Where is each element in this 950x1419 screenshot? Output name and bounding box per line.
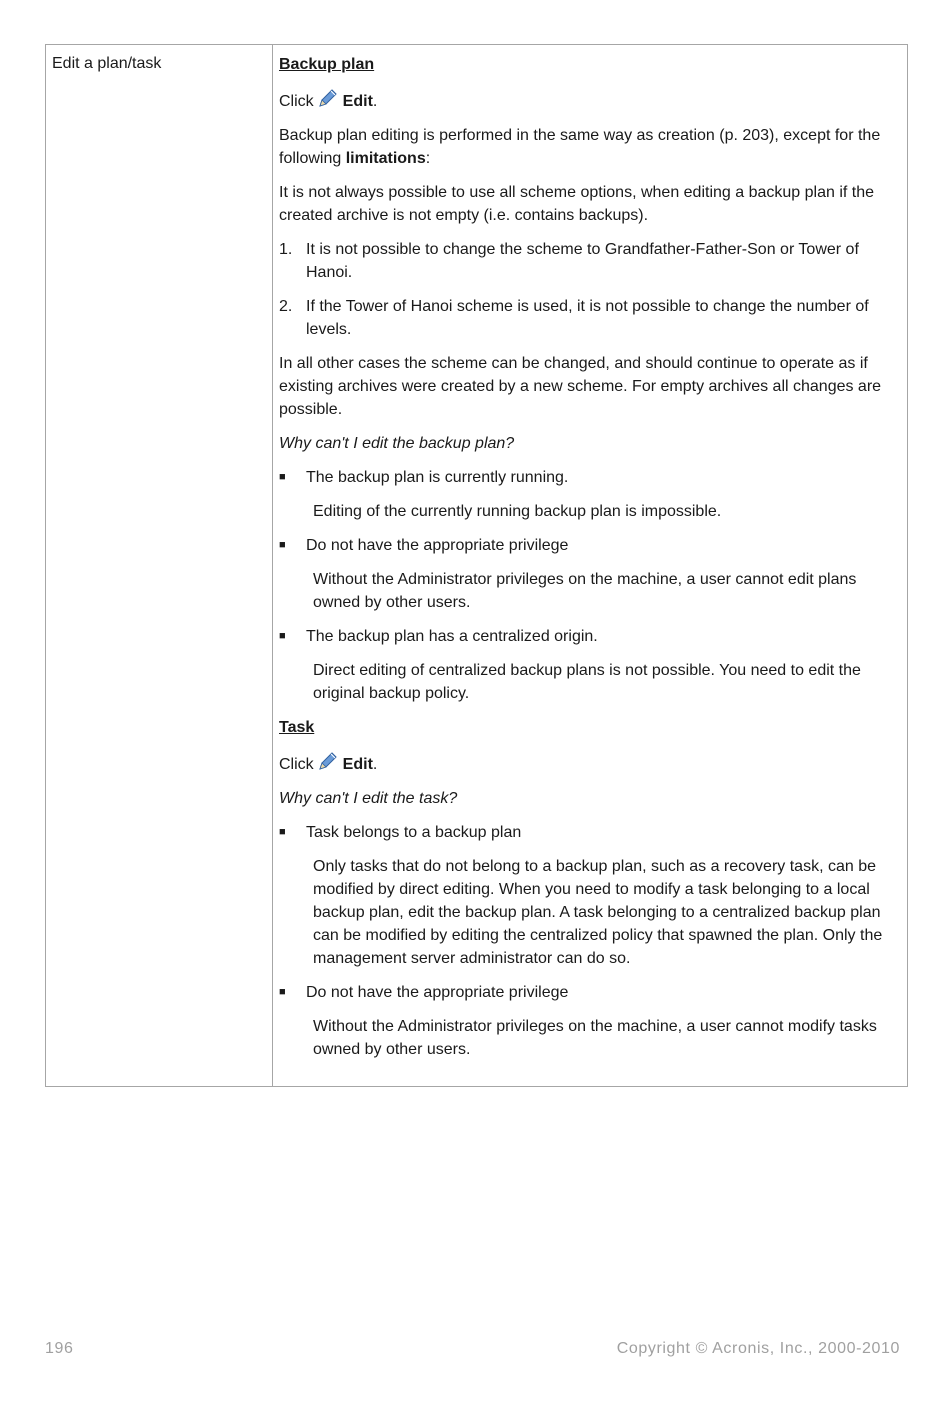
content-table [45,44,908,1087]
bullet-title: The backup plan has a centralized origin. [306,628,598,645]
square-bullet-icon: ■ [279,630,286,642]
square-bullet-icon: ■ [279,471,286,483]
bullet-item [279,821,901,844]
numbered-item [279,238,901,284]
pencil-icon [317,750,339,772]
square-bullet-icon: ■ [279,539,286,551]
backup-plan-click-line: Click Edit. [279,87,901,113]
bullet-description: Only tasks that do not belong to a backup plan, such as a recovery task, can be modified by direct editing. When you need to modify a task belonging to a local backup plan, edit the backup plan. A task belonging to a centralized backup plan can be modified by editing the centralized policy that spawned the plan. Only the management server administrator can do so. [313,858,883,967]
edit-label: Edit [342,93,373,110]
page-number: 196 [45,1340,74,1357]
numbered-item [279,295,901,341]
bullet-title: The backup plan is currently running. [306,469,569,486]
bullet-item [279,981,901,1004]
row-content-cell [273,45,907,1086]
page-footer [45,1340,900,1358]
bullet-description: Editing of the currently running backup plan is impossible. [313,503,722,520]
other-cases-paragraph: In all other cases the scheme can be changed, and should continue to operate as if existing archives were created by a new scheme. For empty archives all changes are possible. [279,355,882,418]
bullet-title: Task belongs to a backup plan [306,824,522,841]
copyright-notice: Copyright © Acronis, Inc., 2000-2010 [616,1340,900,1357]
bullet-title: Do not have the appropriate privilege [306,537,569,554]
bullet-title: Do not have the appropriate privilege [306,984,569,1001]
pencil-icon [317,87,339,109]
task-heading: Task [279,719,315,736]
bullet-item [279,466,901,489]
square-bullet-icon: ■ [279,826,286,838]
limitations-term: limitations [345,150,426,167]
why-task-question: Why can't I edit the task? [279,790,458,807]
edit-label: Edit [342,756,373,773]
item-text: If the Tower of Hanoi scheme is used, it is not possible to change the number of levels. [306,298,869,338]
row-label: Edit a plan/task [52,55,162,72]
item-text: It is not possible to change the scheme to Grandfather-Father-Son or Tower of Hanoi. [306,241,859,281]
why-backup-plan-question: Why can't I edit the backup plan? [279,435,515,452]
scheme-note: It is not always possible to use all scheme options, when editing a backup plan if the created archive is not empty (i.e. contains backups). [279,184,875,224]
square-bullet-icon: ■ [279,986,286,998]
backup-plan-intro: Backup plan editing is performed in the same way as creation (p. 203), except for the following limitations: [279,127,881,167]
bullet-description: Without the Administrator privileges on the machine, a user cannot modify tasks owned by other users. [313,1018,877,1058]
bullet-description: Without the Administrator privileges on the machine, a user cannot edit plans owned by other users. [313,571,857,611]
row-label-cell [46,45,273,1086]
bullet-item [279,534,901,557]
task-click-line: Click Edit. [279,750,901,776]
backup-plan-heading: Backup plan [279,56,375,73]
item-number: 1. [279,241,293,258]
bullet-item [279,625,901,648]
item-number: 2. [279,298,293,315]
bullet-description: Direct editing of centralized backup plans is not possible. You need to edit the original backup policy. [313,662,861,702]
